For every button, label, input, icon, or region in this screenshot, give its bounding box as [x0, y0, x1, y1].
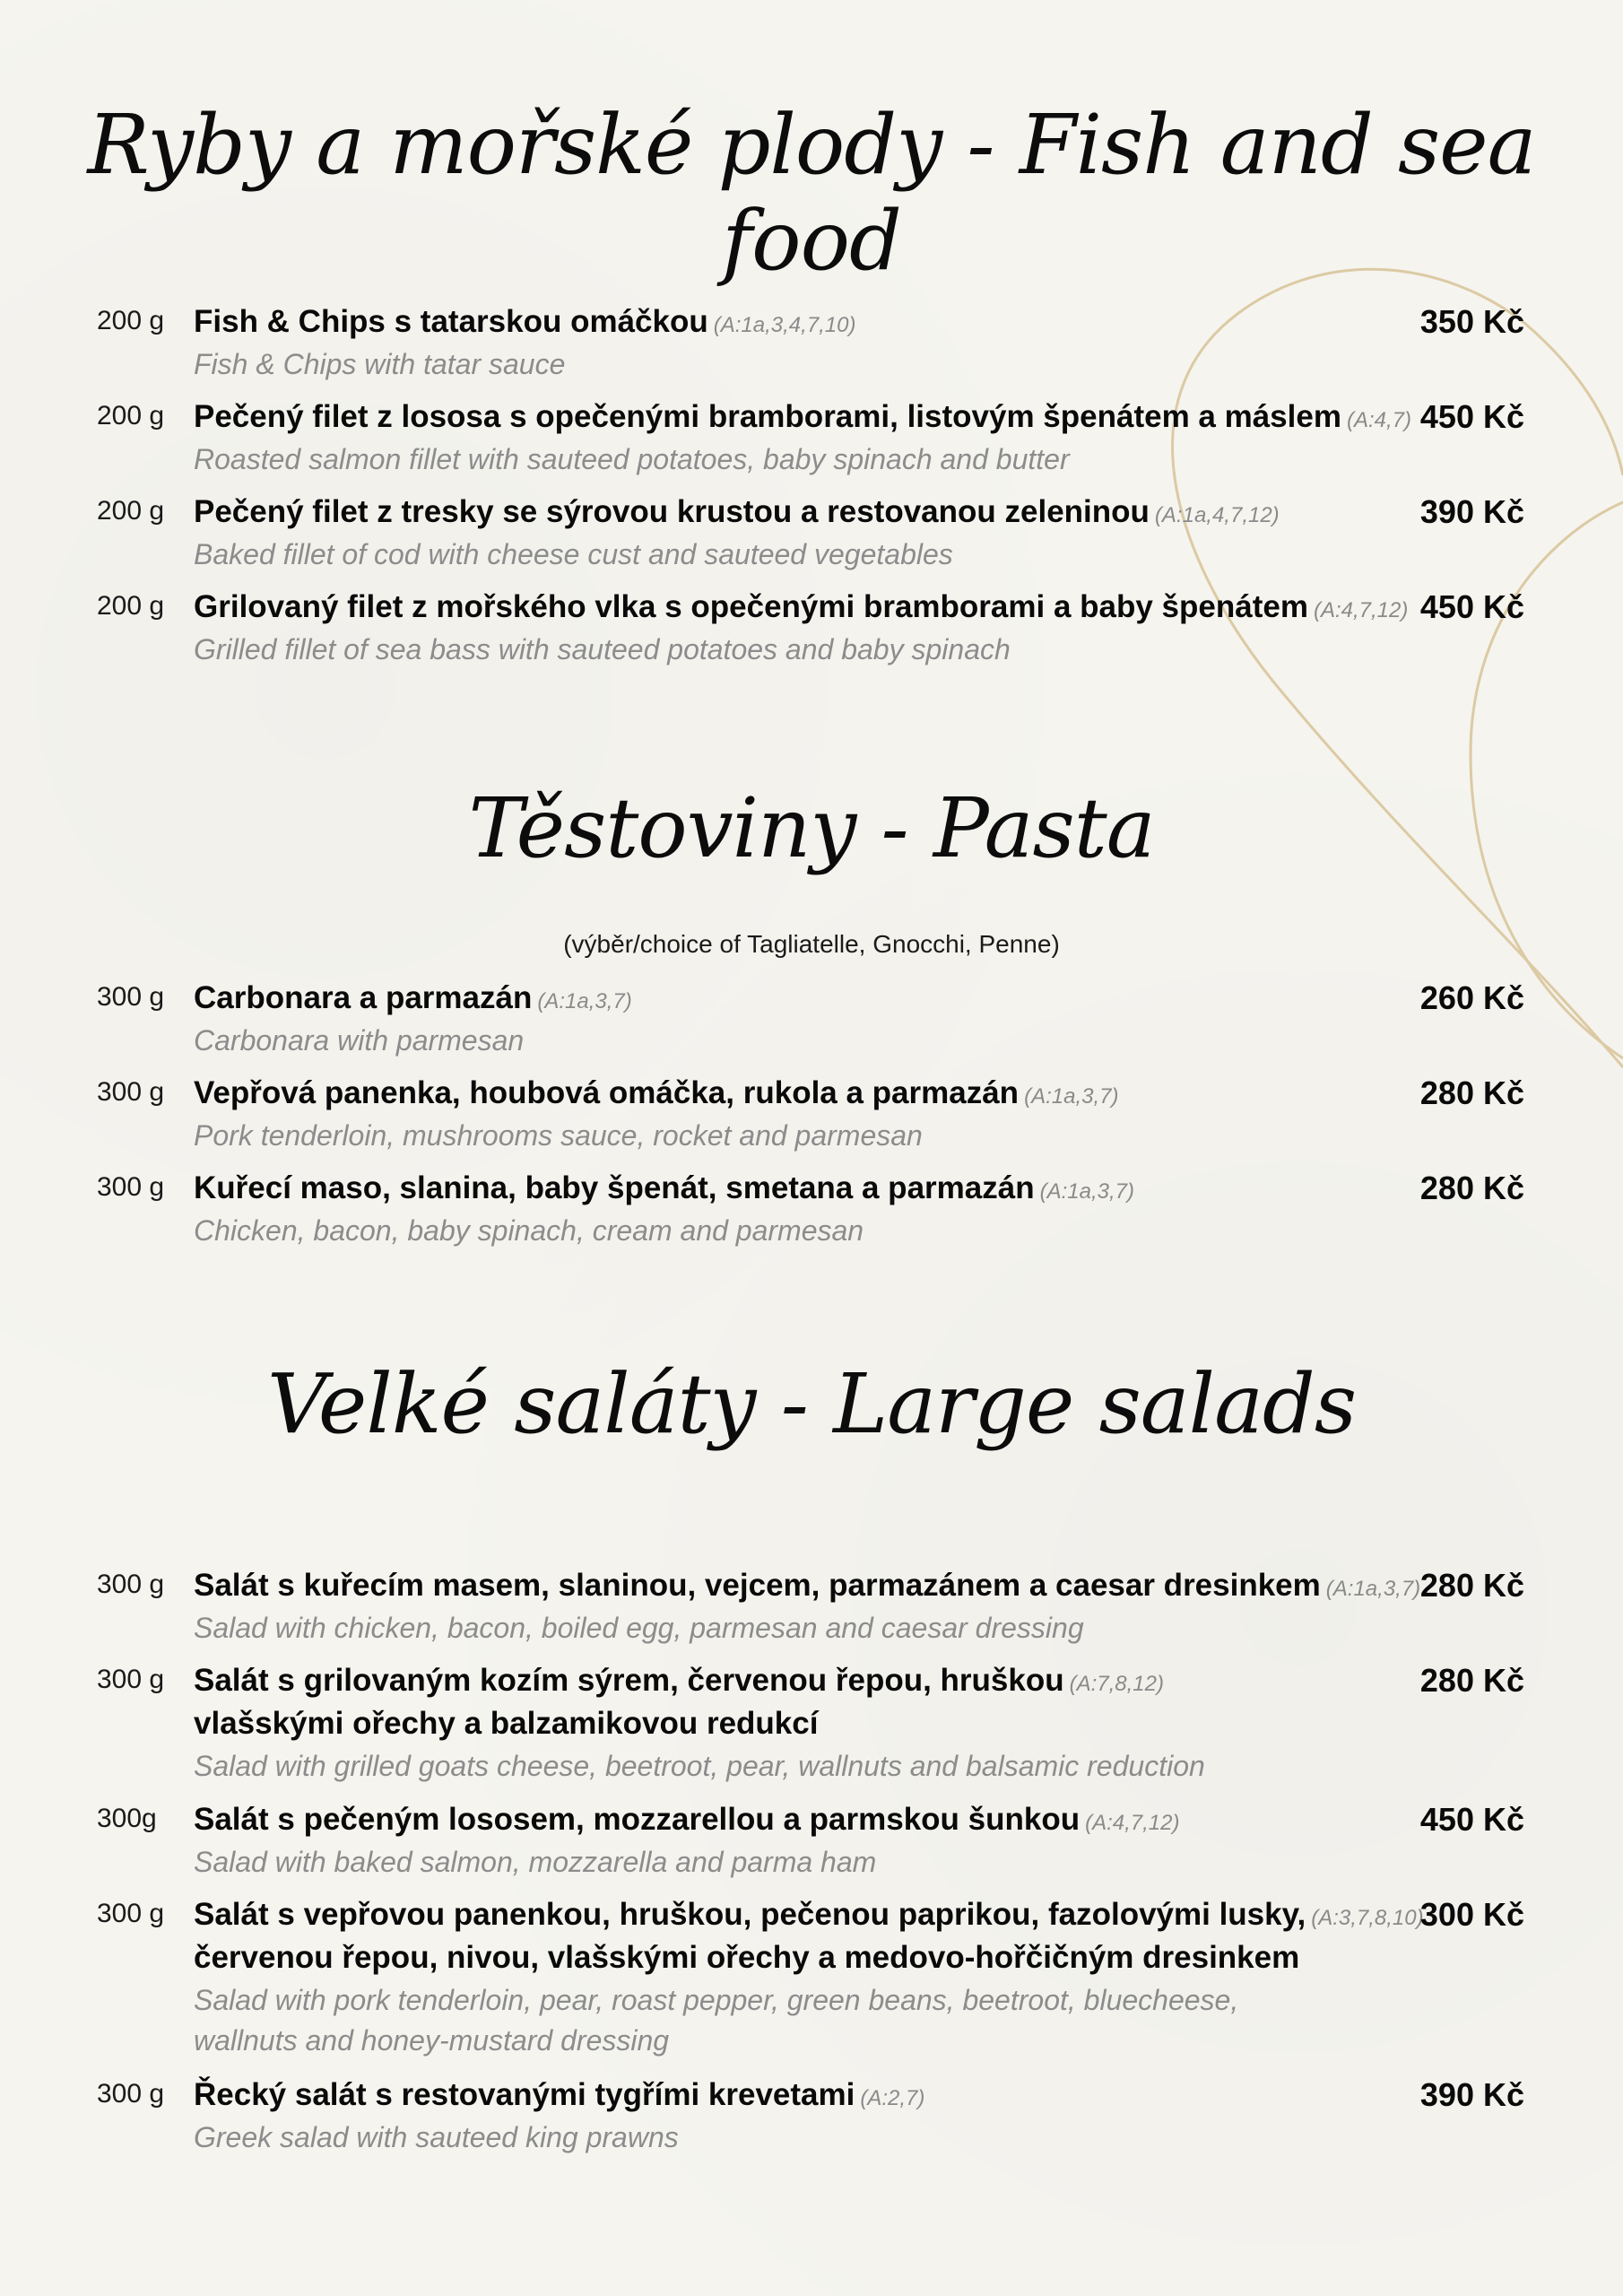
item-name: Salát s vepřovou panenkou, hruškou, pečenou paprikou, fazolovými lusky, (A:3,7,8,10)	[194, 1897, 1424, 1932]
item-weight: 200 g	[97, 306, 165, 335]
item-allergens: (A:2,7)	[860, 2086, 925, 2110]
item-allergens: (A:3,7,8,10)	[1311, 1906, 1424, 1930]
item-name-line-2: vlašskými ořechy a balzamikovou redukcí	[194, 1706, 819, 1741]
item-english-name: Salad with grilled goats cheese, beetroot, pear, wallnuts and balsamic reduction	[194, 1750, 1205, 1782]
item-name: Pečený filet z tresky se sýrovou krustou a restovanou zeleninou (A:1a,4,7,12)	[194, 494, 1280, 529]
item-weight: 200 g	[97, 496, 165, 526]
item-weight: 200 g	[97, 401, 165, 430]
item-price: 450 Kč	[1419, 398, 1524, 435]
item-name: Fish & Chips s tatarskou omáčkou (A:1a,3,4,7,10)	[194, 304, 856, 339]
item-english-name: Greek salad with sauteed king prawns	[194, 2121, 679, 2153]
item-weight: 200 g	[97, 591, 165, 621]
item-english-name: Pork tenderloin, mushrooms sauce, rocket and parmesan	[194, 1119, 923, 1152]
item-price: 450 Kč	[1419, 1801, 1524, 1838]
item-name: Kuřecí maso, slanina, baby špenát, smetana a parmazán (A:1a,3,7)	[194, 1170, 1134, 1205]
item-english-name: Baked fillet of cod with cheese cust and sauteed vegetables	[194, 538, 953, 570]
section-title-pasta: Těstoviny - Pasta	[468, 780, 1155, 876]
item-price: 280 Kč	[1419, 1567, 1524, 1604]
item-price: 390 Kč	[1419, 493, 1524, 530]
item-price: 280 Kč	[1419, 1074, 1524, 1111]
item-allergens: (A:1a,3,7)	[1039, 1179, 1134, 1204]
item-weight: 300g	[97, 1804, 157, 1833]
item-english-name: Carbonara with parmesan	[194, 1024, 525, 1057]
item-price: 450 Kč	[1419, 588, 1524, 625]
item-english-name: Salad with pork tenderloin, pear, roast pepper, green beans, beetroot, bluecheese,	[194, 1984, 1239, 2016]
item-price: 280 Kč	[1419, 1662, 1524, 1699]
item-english-name: Salad with chicken, bacon, boiled egg, parmesan and caesar dressing	[194, 1612, 1084, 1644]
item-allergens: (A:1a,3,7)	[537, 989, 632, 1013]
item-allergens: (A:1a,3,4,7,10)	[713, 313, 856, 337]
item-weight: 300 g	[97, 1899, 165, 1928]
item-weight: 300 g	[97, 1570, 165, 1599]
item-weight: 300 g	[97, 2079, 165, 2109]
item-english-name: Fish & Chips with tatar sauce	[194, 348, 566, 380]
item-price: 300 Kč	[1419, 1896, 1524, 1933]
item-weight: 300 g	[97, 1665, 165, 1694]
item-weight: 300 g	[97, 1077, 165, 1107]
item-english-name-line-2: wallnuts and honey-mustard dressing	[194, 2024, 670, 2057]
item-allergens: (A:4,7,12)	[1313, 598, 1409, 622]
item-allergens: (A:1a,3,7)	[1325, 1577, 1421, 1601]
item-name: Vepřová panenka, houbová omáčka, rukola a parmazán (A:1a,3,7)	[194, 1075, 1119, 1110]
item-name: Řecký salát s restovanými tygřími krevetami (A:2,7)	[194, 2077, 925, 2112]
item-english-name: Roasted salmon fillet with sauteed potatoes, baby spinach and butter	[194, 443, 1070, 475]
item-weight: 300 g	[97, 1172, 165, 1202]
item-name: Salát s grilovaným kozím sýrem, červenou řepou, hruškou (A:7,8,12)	[194, 1663, 1164, 1698]
item-allergens: (A:1a,3,7)	[1024, 1084, 1119, 1109]
item-english-name: Salad with baked salmon, mozzarella and parma ham	[194, 1846, 877, 1878]
item-price: 280 Kč	[1419, 1170, 1524, 1206]
item-weight: 300 g	[97, 982, 165, 1012]
item-allergens: (A:7,8,12)	[1069, 1672, 1164, 1696]
item-name: Salát s pečeným lososem, mozzarellou a parmskou šunkou (A:4,7,12)	[194, 1802, 1180, 1837]
section-title-salads: Velké saláty - Large salads	[266, 1356, 1357, 1452]
item-price: 350 Kč	[1419, 303, 1524, 340]
item-english-name: Chicken, bacon, baby spinach, cream and parmesan	[194, 1214, 864, 1247]
item-name: Pečený filet z lososa s opečenými bramborami, listovým špenátem a máslem (A:4,7)	[194, 399, 1411, 434]
item-name-line-2: červenou řepou, nivou, vlašskými ořechy a medovo-hořčičným dresinkem	[194, 1940, 1300, 1975]
item-price: 390 Kč	[1419, 2076, 1524, 2113]
item-name: Grilovaný filet z mořského vlka s opečenými bramborami a baby špenátem (A:4,7,12)	[194, 589, 1409, 624]
item-allergens: (A:4,7,12)	[1085, 1811, 1180, 1835]
item-english-name: Grilled fillet of sea bass with sauteed potatoes and baby spinach	[194, 633, 1011, 665]
pasta-choice-note: (výběr/choice of Tagliatelle, Gnocchi, Penne)	[563, 930, 1060, 958]
item-name: Carbonara a parmazán (A:1a,3,7)	[194, 980, 632, 1015]
item-allergens: (A:1a,4,7,12)	[1154, 503, 1280, 527]
section-title-fish: Ryby a mořské plody - Fish and sea food	[87, 97, 1536, 289]
item-allergens: (A:4,7)	[1346, 408, 1411, 432]
item-name: Salát s kuřecím masem, slaninou, vejcem, parmazánem a caesar dresinkem (A:1a,3,7)	[194, 1568, 1421, 1603]
item-price: 260 Kč	[1419, 979, 1524, 1016]
